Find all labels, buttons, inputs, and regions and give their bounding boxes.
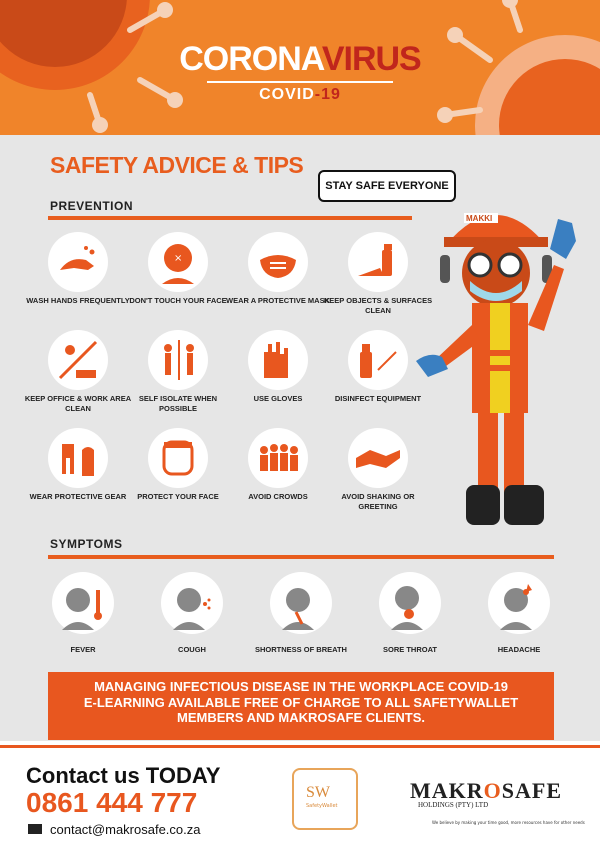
label-headache: HEADACHE bbox=[497, 645, 541, 654]
label-disinfect: DISINFECT EQUIPMENT bbox=[334, 394, 422, 403]
office-clean-icon bbox=[48, 330, 108, 390]
headache-icon bbox=[488, 572, 550, 634]
gloves-icon bbox=[248, 330, 308, 390]
label-gloves: USE GLOVES bbox=[253, 394, 303, 403]
fever-icon bbox=[52, 572, 114, 634]
label-isolate: SELF ISOLATE WHEN POSSIBLE bbox=[138, 394, 218, 413]
contact-phone[interactable]: 0861 444 777 bbox=[26, 787, 198, 818]
handshake-icon bbox=[348, 428, 408, 488]
mask-icon bbox=[248, 232, 308, 292]
disinfect-icon bbox=[348, 330, 408, 390]
makrosafe-logo: MAKROSAFE bbox=[410, 778, 563, 803]
symptoms-title: SYMPTOMS bbox=[50, 537, 123, 551]
label-fever: FEVER bbox=[70, 645, 96, 654]
label-protective-gear: WEAR PROTECTIVE GEAR bbox=[29, 492, 127, 501]
label-office-clean: KEEP OFFICE & WORK AREA CLEAN bbox=[24, 394, 132, 413]
no-touch-face-icon bbox=[148, 232, 208, 292]
svg-text:×: × bbox=[174, 253, 183, 264]
spray-clean-icon bbox=[348, 232, 408, 292]
protective-gear-icon bbox=[48, 428, 108, 488]
makrosafe-holdings: HOLDINGS (PTY) LTD bbox=[418, 801, 489, 809]
label-face-shield: PROTECT YOUR FACE bbox=[137, 492, 219, 501]
contact-email[interactable]: contact@makrosafe.co.za bbox=[50, 822, 201, 837]
mail-icon bbox=[28, 824, 42, 834]
label-mask: WEAR A PROTECTIVE MASK bbox=[225, 296, 331, 305]
section-heading: SAFETY ADVICE & TIPS bbox=[50, 152, 304, 178]
prevention-divider bbox=[48, 216, 412, 220]
wash-hands-icon bbox=[48, 232, 108, 292]
elearning-banner[interactable] bbox=[48, 672, 554, 740]
label-handshake: AVOID SHAKING OR GREETING bbox=[341, 492, 415, 511]
mascot-helmet-label: MAKKI bbox=[466, 214, 493, 223]
banner-line1: MANAGING INFECTIOUS DISEASE IN THE WORKPLACE COVID-19 bbox=[94, 679, 508, 694]
footer-divider bbox=[0, 745, 600, 748]
prevention-title: PREVENTION bbox=[50, 199, 134, 213]
label-crowds: AVOID CROWDS bbox=[248, 492, 308, 501]
header-banner bbox=[0, 0, 600, 135]
label-wash-hands: WASH HANDS FREQUENTLY bbox=[26, 296, 130, 305]
page-subtitle: COVID-19 bbox=[259, 86, 341, 103]
label-sore-throat: SORE THROAT bbox=[382, 645, 438, 654]
sore-throat-icon bbox=[379, 572, 441, 634]
makrosafe-tagline: We believe by making your time good, more resources have for other needs bbox=[432, 820, 585, 825]
speech-bubble: STAY SAFE EVERYONE bbox=[318, 170, 456, 202]
mascot-illustration bbox=[410, 185, 590, 555]
cough-icon bbox=[161, 572, 223, 634]
label-cough: COUGH bbox=[178, 645, 206, 654]
crowd-icon bbox=[248, 428, 308, 488]
face-shield-icon bbox=[148, 428, 208, 488]
title-divider bbox=[207, 81, 393, 83]
page-title: CORONAVIRUS bbox=[179, 40, 421, 78]
contact-heading: Contact us TODAY bbox=[26, 763, 221, 788]
isolate-icon bbox=[148, 330, 208, 390]
label-breath: SHORTNESS OF BREATH bbox=[255, 645, 347, 654]
label-no-touch-face: DON'T TOUCH YOUR FACE bbox=[129, 296, 227, 305]
breath-icon bbox=[270, 572, 332, 634]
symptoms-divider bbox=[48, 555, 554, 559]
safetywallet-logo: SW SafetyWallet bbox=[292, 768, 358, 830]
label-spray-clean: KEEP OBJECTS & SURFACES CLEAN bbox=[323, 296, 433, 315]
banner-line2: E-LEARNING AVAILABLE FREE OF CHARGE TO ALL SAFETYWALLET MEMBERS AND MAKROSAFE CLIENTS. bbox=[83, 695, 519, 725]
